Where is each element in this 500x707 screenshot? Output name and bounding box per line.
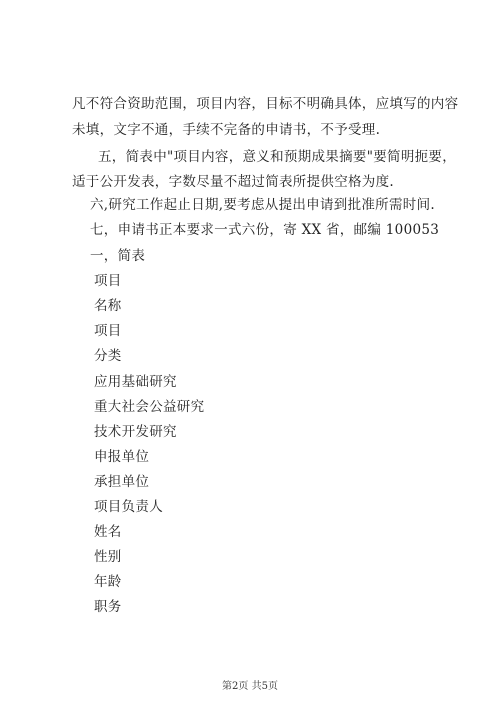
form-item: 项目	[94, 323, 122, 339]
form-item: 项目	[94, 273, 122, 289]
paragraph-line: 七，申请书正本要求一式六份，寄 XX 省，邮编 100053	[90, 222, 440, 238]
form-item: 分类	[94, 348, 122, 364]
form-item: 年龄	[94, 574, 122, 590]
page-number-footer: 第2页 共5页	[222, 681, 278, 692]
paragraph-line: 五，简表中"项目内容，意义和预期成果摘要"要简明扼要，	[98, 149, 457, 165]
form-item: 应用基础研究	[94, 374, 177, 390]
form-item: 技术开发研究	[94, 424, 177, 440]
paragraph-line: 未填，文字不通，手续不完备的申请书，不予受理.	[72, 122, 381, 138]
form-item: 申报单位	[94, 449, 150, 465]
form-item: 项目负责人	[94, 499, 163, 515]
form-item: 重大社会公益研究	[94, 399, 205, 415]
form-item: 名称	[94, 298, 122, 314]
form-item: 承担单位	[94, 474, 150, 490]
form-item: 职务	[94, 599, 122, 615]
form-item: 姓名	[94, 524, 122, 540]
paragraph-line: 凡不符合资助范围，项目内容，目标不明确具体，应填写的内容	[72, 96, 459, 112]
form-item: 性别	[94, 549, 122, 565]
section-heading: 一，简表	[90, 248, 146, 264]
paragraph-line: 六,研究工作起止日期,要考虑从提出申请到批准所需时间.	[90, 197, 435, 213]
paragraph-line: 适于公开发表，字数尽量不超过简表所提供空格为度.	[72, 174, 394, 190]
